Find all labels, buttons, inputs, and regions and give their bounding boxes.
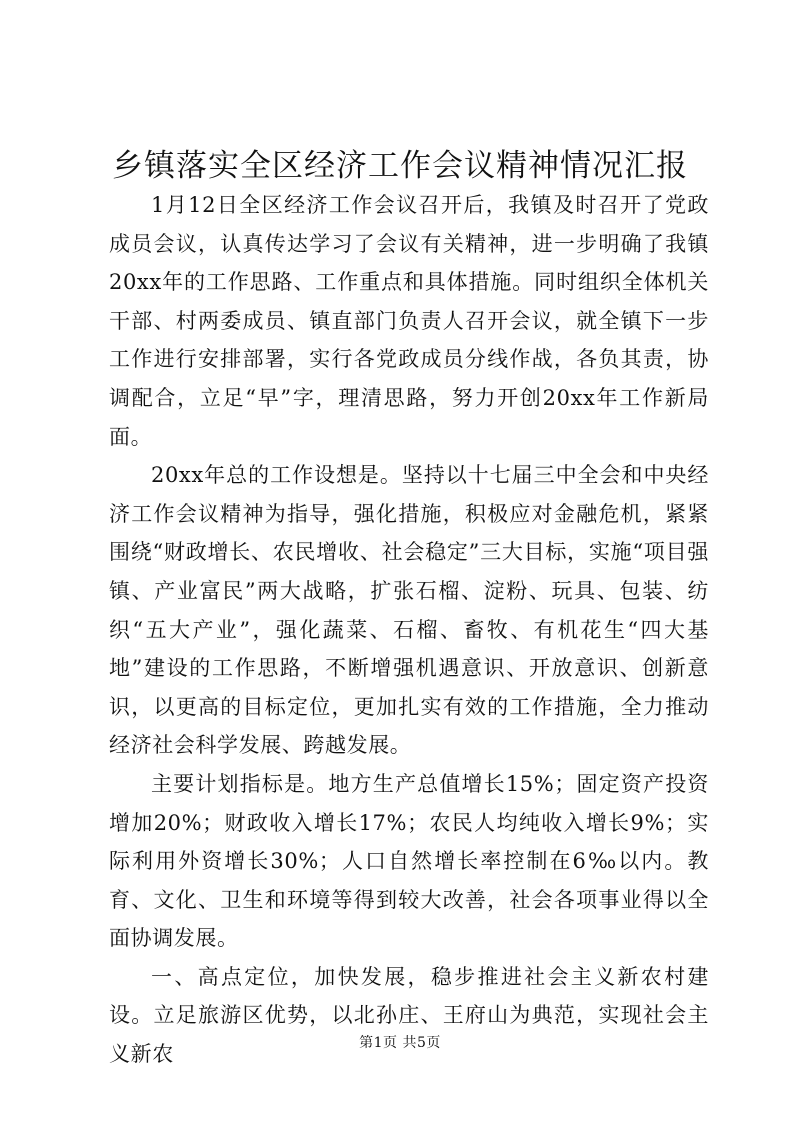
document-body [109,186,709,1074]
paragraph-4: 一、高点定位，加快发展，稳步推进社会主义新农村建设。立足旅游区优势，以北孙庄、王府山为典范，实现社会主义新农 [109,964,709,1067]
document-title: 乡镇落实全区经济工作会议精神情况汇报 [112,148,688,184]
paragraph-2: 20xx年总的工作设想是。坚持以十七届三中全会和中央经济工作会议精神为指导，强化措施，积极应对金融危机，紧紧围绕“财政增长、农民增收、社会稳定”三大目标，实施“项目强镇、产业富民”两大战略，扩张石榴、淀粉、玩具、包装、纺织“五大产业”，强化蔬菜、石榴、畜牧、有机花生“四大基地”建设的工作思路，不断增强机遇意识、开放意识、创新意识，以更高的目标定位，更加扎实有效的工作措施，全力推动经济社会科学发展、跨越发展。 [109,463,709,758]
page-footer: 第1页 共5页 [359,1035,441,1051]
paragraph-1: 1月12日全区经济工作会议召开后，我镇及时召开了党政成员会议，认真传达学习了会议有关精神，进一步明确了我镇20xx年的工作思路、工作重点和具体措施。同时组织全体机关干部、村两委成员、镇直部门负责人召开会议，就全镇下一步工作进行安排部署，实行各党政成员分线作战，各负其责，协调配合，立足“早”字，理清思路，努力开创20xx年工作新局面。 [109,193,709,449]
paragraph-3: 主要计划指标是。地方生产总值增长15%；固定资产投资增加20%；财政收入增长17%；农民人均纯收入增长9%；实际利用外资增长30%；人口自然增长率控制在6‰以内。教育、文化、卫生和环境等得到较大改善，社会各项事业得以全面协调发展。 [109,771,709,951]
